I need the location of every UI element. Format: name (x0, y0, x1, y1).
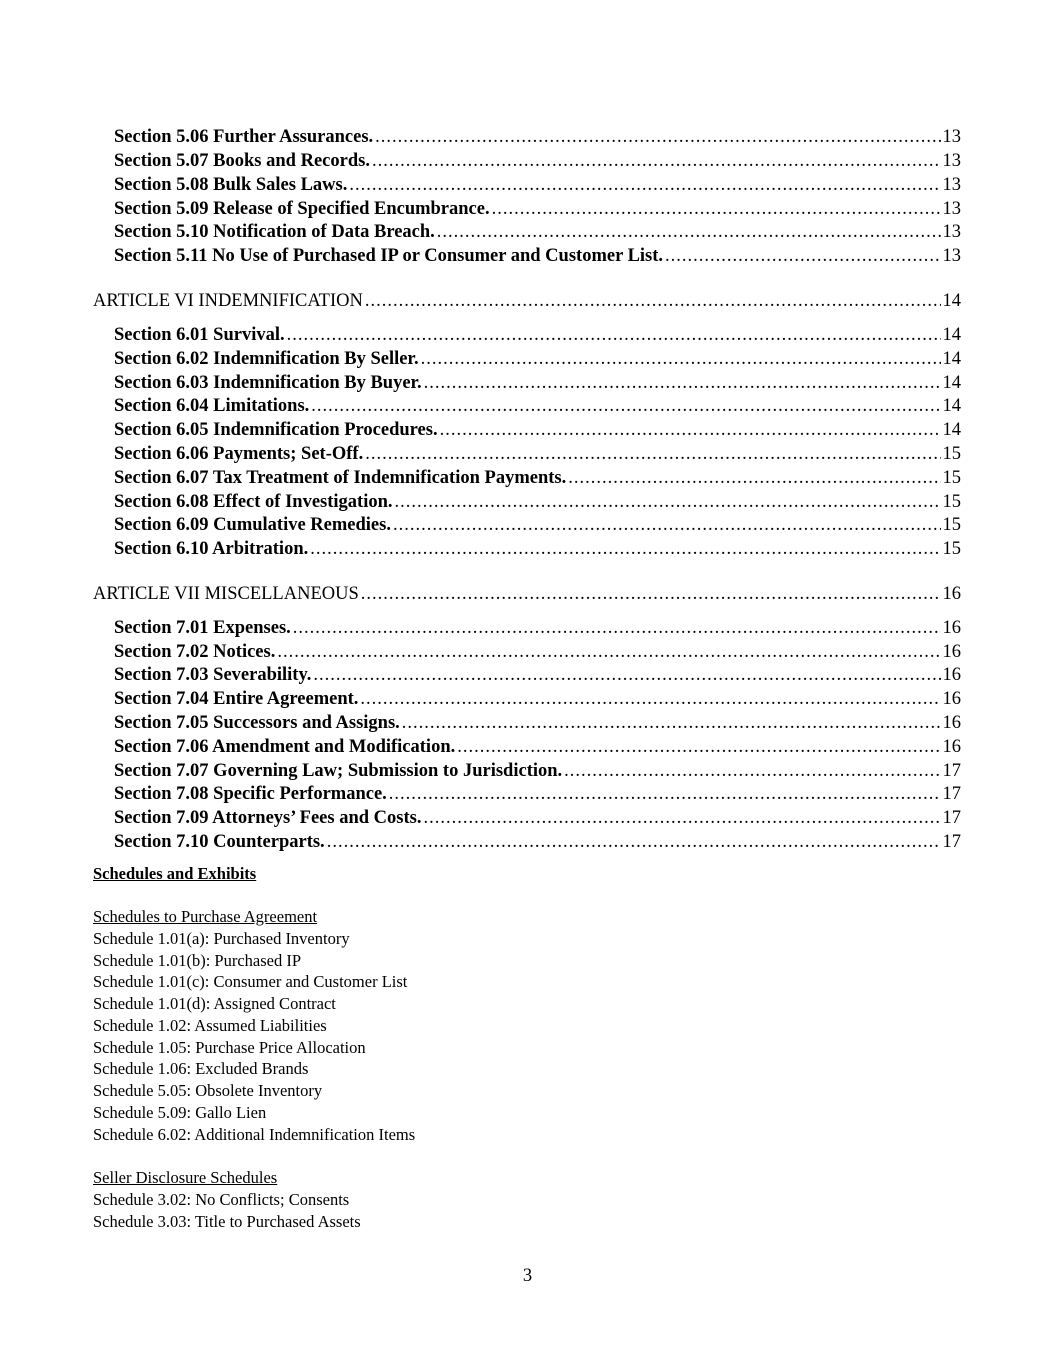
toc-leader (310, 537, 940, 561)
toc-leader (277, 640, 940, 664)
toc-leader (372, 149, 941, 173)
toc-page: 17 (942, 784, 961, 804)
schedule-item: Schedule 5.05: Obsolete Inventory (93, 1081, 323, 1100)
toc-entry-7-08[interactable] (114, 782, 961, 806)
toc-entry-6-03[interactable] (114, 371, 961, 395)
toc-entry-6-10[interactable] (114, 537, 961, 561)
toc-label: Section 6.08 Effect of Investigation. (114, 492, 393, 512)
toc-page: 13 (942, 222, 961, 242)
toc-leader (311, 394, 940, 418)
schedule-item: Schedule 6.02: Additional Indemnification Items (93, 1125, 416, 1144)
toc-leader (395, 490, 941, 514)
toc-entry-7-10[interactable] (114, 830, 961, 854)
toc-leader (492, 197, 941, 221)
toc-leader (313, 663, 940, 687)
toc-leader (568, 466, 940, 490)
toc-label: Section 6.05 Indemnification Procedures. (114, 420, 438, 440)
toc-entry-6-06[interactable] (114, 442, 961, 466)
toc-leader (393, 513, 941, 537)
toc-label: Section 7.06 Amendment and Modification. (114, 737, 456, 757)
toc-page: 14 (942, 349, 961, 369)
toc-label: Section 7.02 Notices. (114, 642, 276, 662)
toc-label: Section 7.07 Governing Law; Submission to Jurisdiction. (114, 761, 563, 781)
toc-label: Section 6.04 Limitations. (114, 396, 310, 416)
toc-leader (375, 125, 940, 149)
schedules-heading: Schedules and Exhibits (93, 864, 257, 883)
toc-leader (457, 735, 940, 759)
purchase-schedules-heading: Schedules to Purchase Agreement (93, 907, 318, 926)
toc-page: 13 (942, 175, 961, 195)
toc-page: 15 (942, 492, 961, 512)
toc-label: Section 7.08 Specific Performance. (114, 784, 387, 804)
toc-page: 16 (942, 665, 961, 685)
toc-leader (293, 616, 941, 640)
toc-leader (365, 289, 941, 313)
toc-page: 14 (942, 373, 961, 393)
toc-page: 15 (942, 444, 961, 464)
schedule-item: Schedule 1.01(c): Consumer and Customer List (93, 972, 408, 991)
toc-label: Section 5.11 No Use of Purchased IP or Consumer and Customer List. (114, 246, 664, 266)
toc-entry-7-01[interactable] (114, 616, 961, 640)
toc-label: ARTICLE VII MISCELLANEOUS (93, 584, 359, 604)
toc-label: Section 6.03 Indemnification By Buyer. (114, 373, 422, 393)
toc-leader (360, 687, 940, 711)
toc-page: 14 (942, 325, 961, 345)
toc-page: 16 (942, 642, 961, 662)
toc-leader (424, 371, 941, 395)
toc-entry-5-06[interactable] (114, 125, 961, 149)
toc-entry-5-11[interactable] (114, 244, 961, 268)
toc-entry-5-07[interactable] (114, 149, 961, 173)
toc-article-7[interactable] (93, 582, 961, 606)
toc-leader (349, 173, 940, 197)
toc-leader (287, 323, 941, 347)
toc-entry-7-03[interactable] (114, 663, 961, 687)
toc-label: Section 6.07 Tax Treatment of Indemnification Payments. (114, 468, 567, 488)
toc-page: 14 (942, 396, 961, 416)
toc-label: Section 7.05 Successors and Assigns. (114, 713, 400, 733)
toc-leader (361, 582, 941, 606)
toc-leader (421, 347, 941, 371)
toc-leader (440, 418, 941, 442)
toc-entry-6-05[interactable] (114, 418, 961, 442)
toc-leader (365, 442, 940, 466)
toc-label: Section 5.09 Release of Specified Encumbrance. (114, 199, 490, 219)
toc-entry-5-09[interactable] (114, 197, 961, 221)
schedule-item: Schedule 1.01(d): Assigned Contract (93, 994, 336, 1013)
seller-schedules-heading: Seller Disclosure Schedules (93, 1168, 278, 1187)
toc-entry-5-08[interactable] (114, 173, 961, 197)
toc-label: Section 5.06 Further Assurances. (114, 127, 374, 147)
toc-entry-6-01[interactable] (114, 323, 961, 347)
toc-entry-7-07[interactable] (114, 759, 961, 783)
toc-label: Section 6.09 Cumulative Remedies. (114, 515, 391, 535)
toc-label: Section 5.10 Notification of Data Breach. (114, 222, 435, 242)
toc-page: 13 (942, 151, 961, 171)
toc-page: 14 (942, 291, 961, 311)
schedule-item: Schedule 3.02: No Conflicts; Consents (93, 1190, 350, 1209)
toc-page: 17 (942, 832, 961, 852)
toc-label: Section 6.06 Payments; Set-Off. (114, 444, 364, 464)
toc-entry-6-07[interactable] (114, 466, 961, 490)
toc-page: 17 (942, 808, 961, 828)
toc-label: Section 5.07 Books and Records. (114, 151, 370, 171)
toc-leader (327, 830, 941, 854)
toc-page: 16 (942, 713, 961, 733)
toc-page: 13 (942, 246, 961, 266)
schedule-item: Schedule 1.01(b): Purchased IP (93, 951, 302, 970)
toc-leader (402, 711, 941, 735)
toc-entry-7-02[interactable] (114, 640, 961, 664)
toc-label: Section 5.08 Bulk Sales Laws. (114, 175, 348, 195)
toc-page: 13 (942, 199, 961, 219)
schedule-item: Schedule 1.05: Purchase Price Allocation (93, 1038, 366, 1057)
toc-article-6[interactable] (93, 289, 961, 313)
toc-page: 13 (942, 127, 961, 147)
toc-label: Section 6.01 Survival. (114, 325, 285, 345)
toc-page: 16 (942, 737, 961, 757)
toc-label: Section 7.09 Attorneys’ Fees and Costs. (114, 808, 422, 828)
toc-label: Section 7.01 Expenses. (114, 618, 291, 638)
toc-page: 16 (942, 618, 961, 638)
schedule-item: Schedule 1.06: Excluded Brands (93, 1059, 309, 1078)
toc-entry-5-10[interactable] (114, 220, 961, 244)
toc-page: 15 (942, 539, 961, 559)
toc-entry-7-09[interactable] (114, 806, 961, 830)
schedule-item: Schedule 1.01(a): Purchased Inventory (93, 929, 350, 948)
toc-label: Section 6.10 Arbitration. (114, 539, 309, 559)
toc-label: Section 6.02 Indemnification By Seller. (114, 349, 419, 369)
toc-entry-6-02[interactable] (114, 347, 961, 371)
toc-leader (564, 759, 940, 783)
toc-leader (389, 782, 941, 806)
schedule-item: Schedule 5.09: Gallo Lien (93, 1103, 267, 1122)
toc-label: Section 7.04 Entire Agreement. (114, 689, 359, 709)
toc-entry-6-09[interactable] (114, 513, 961, 537)
toc-page: 14 (942, 420, 961, 440)
page-number: 3 (522, 1266, 533, 1286)
toc-entry-6-08[interactable] (114, 490, 961, 514)
toc-page: 15 (942, 468, 961, 488)
toc-leader (423, 806, 940, 830)
toc-page: 15 (942, 515, 961, 535)
toc-leader (437, 220, 941, 244)
schedule-item: Schedule 1.02: Assumed Liabilities (93, 1016, 327, 1035)
toc-page: 17 (942, 761, 961, 781)
schedule-item: Schedule 3.03: Title to Purchased Assets (93, 1212, 361, 1231)
toc-entry-7-04[interactable] (114, 687, 961, 711)
toc-page: 16 (942, 584, 961, 604)
toc-leader (665, 244, 940, 268)
toc-entry-7-06[interactable] (114, 735, 961, 759)
toc-label: Section 7.03 Severability. (114, 665, 312, 685)
toc-page: 16 (942, 689, 961, 709)
toc-entry-6-04[interactable] (114, 394, 961, 418)
toc-label: Section 7.10 Counterparts. (114, 832, 325, 852)
toc-label: ARTICLE VI INDEMNIFICATION (93, 291, 363, 311)
toc-entry-7-05[interactable] (114, 711, 961, 735)
